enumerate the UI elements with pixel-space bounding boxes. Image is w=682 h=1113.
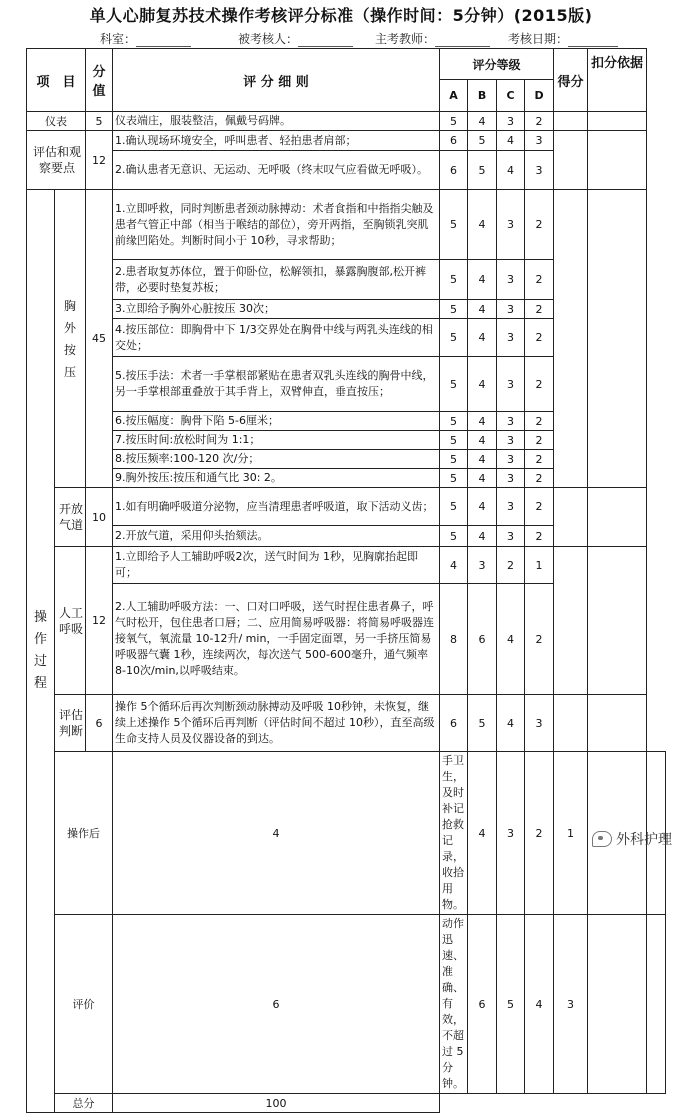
cell-a: 4 (440, 547, 468, 584)
row-text: 1.如有明确呼吸道分泌物，应当清理患者呼吸道，取下活动义齿； (113, 488, 440, 526)
table-row (27, 112, 666, 131)
cell-a: 5 (440, 357, 468, 412)
cell-b: 4 (468, 412, 497, 431)
cell-b: 4 (468, 112, 497, 131)
cell-a: 5 (440, 190, 468, 260)
sub-name (55, 488, 86, 547)
row-text: 9.胸外按压:按压和通气比 30: 2。 (113, 469, 440, 488)
sub-score: 10 (86, 488, 113, 547)
cell-c: 4 (497, 131, 525, 151)
row-score: 6 (113, 915, 440, 1094)
row-text: 1.确认现场环境安全，呼叫患者、轻拍患者肩部； (113, 131, 440, 151)
cell-b: 4 (468, 526, 497, 547)
header-details: 评 分 细 则 (113, 49, 440, 112)
table-row (27, 547, 666, 584)
cell-obtained (554, 190, 588, 488)
cell-obtained (554, 488, 588, 547)
cell-b: 4 (468, 488, 497, 526)
sub-name-text: 开放气道 (58, 502, 83, 532)
cell-c: 2 (497, 547, 525, 584)
cell-b: 6 (468, 584, 497, 695)
cell-c: 3 (497, 526, 525, 547)
meta-examiner-label: 主考教师： (375, 32, 436, 46)
cell-b: 4 (468, 190, 497, 260)
cell-d: 2 (525, 190, 554, 260)
cell-b: 4 (468, 357, 497, 412)
sub-name-text: 人工呼吸 (58, 605, 83, 636)
sub-score: 6 (86, 695, 113, 752)
cell-d: 1 (554, 752, 588, 915)
row-text: 2.患者取复苏体位，置于仰卧位，松解领扣，暴露胸腹部,松开裤带，必要时垫复苏板； (113, 260, 440, 300)
cell-c: 3 (497, 412, 525, 431)
cell-d: 2 (525, 584, 554, 695)
cell-d: 3 (525, 131, 554, 151)
row-score: 4 (113, 752, 440, 915)
cell-d: 1 (525, 547, 554, 584)
watermark-text: 外科护理 (616, 832, 672, 848)
cell-c: 3 (497, 319, 525, 357)
cell-d: 3 (525, 151, 554, 190)
cell-d: 2 (525, 319, 554, 357)
cell-a: 6 (440, 151, 468, 190)
row-name: 总分 (55, 1094, 113, 1113)
table-row (27, 695, 666, 752)
cell-c: 4 (497, 695, 525, 752)
table-row (27, 190, 666, 260)
cell-obtained (554, 547, 588, 695)
cell-obtained (588, 915, 647, 1094)
cell-d: 2 (525, 260, 554, 300)
row-text: 5.按压手法：术者一手掌根部紧贴在患者双乳头连线的胸骨中线，另一手掌根部重叠放于其手背上，双臂伸直，垂直按压； (113, 357, 440, 412)
cell-a: 6 (468, 915, 497, 1094)
meta-date (508, 30, 618, 47)
cell-c: 2 (525, 752, 554, 915)
meta-dept-label: 科室： (100, 32, 137, 46)
sub-name-text: 胸外按压 (63, 298, 76, 379)
section-operation-label: 操作过程 (33, 610, 47, 691)
table-row (27, 752, 666, 915)
row-text: 2.开放气道，采用仰头抬颏法。 (113, 526, 440, 547)
cell-a: 5 (440, 488, 468, 526)
cell-c: 3 (497, 260, 525, 300)
sub-name (55, 547, 86, 695)
watermark (592, 829, 672, 849)
cell-a: 5 (440, 319, 468, 357)
row-text: 2.确认患者无意识、无运动、无呼吸（终末叹气应看做无呼吸）。 (113, 151, 440, 190)
cell-d: 2 (525, 112, 554, 131)
meta-examinee (238, 30, 353, 47)
cell-a: 6 (440, 131, 468, 151)
cell-d: 2 (525, 357, 554, 412)
cell-a: 4 (468, 752, 497, 915)
meta-date-label: 考核日期： (508, 32, 569, 46)
cell-c: 3 (497, 357, 525, 412)
row-text: 3.立即给予胸外心脏按压 30次； (113, 300, 440, 319)
cell-b: 3 (497, 752, 525, 915)
cell-d: 3 (554, 915, 588, 1094)
table-row (27, 915, 666, 1094)
grade-c: C (497, 80, 525, 112)
cell-deduct (588, 547, 647, 695)
cell-a: 5 (440, 431, 468, 450)
sub-score: 12 (86, 547, 113, 695)
score-table (26, 48, 666, 1113)
row-text: 动作迅速、准确、有效，不超过 5分钟。 (440, 915, 468, 1094)
cell-deduct (588, 112, 647, 131)
cell-deduct (647, 915, 666, 1094)
table-row (27, 488, 666, 526)
grade-a: A (440, 80, 468, 112)
cell-a: 5 (440, 112, 468, 131)
row-name (27, 131, 86, 190)
cell-b: 4 (468, 300, 497, 319)
row-text: 7.按压时间:放松时间为 1:1； (113, 431, 440, 450)
cell-c: 3 (497, 450, 525, 469)
row-score: 100 (113, 1094, 440, 1113)
cell-b: 5 (497, 915, 525, 1094)
cell-a: 5 (440, 469, 468, 488)
cell-a: 6 (440, 695, 468, 752)
section-operation (27, 190, 55, 1113)
cell-d: 2 (525, 488, 554, 526)
wechat-icon (592, 831, 612, 847)
cell-a: 5 (440, 300, 468, 319)
row-text: 4.按压部位：即胸骨中下 1/3交界处在胸骨中线与两乳头连线的相交处； (113, 319, 440, 357)
cell-d: 2 (525, 469, 554, 488)
row-text: 6.按压幅度：胸骨下陷 5-6厘米； (113, 412, 440, 431)
cell-b: 4 (468, 450, 497, 469)
cell-b: 4 (468, 431, 497, 450)
meta-examiner-line (435, 34, 490, 47)
cell-d: 2 (525, 300, 554, 319)
cell-c: 3 (497, 112, 525, 131)
cell-c: 4 (525, 915, 554, 1094)
table-row (27, 1094, 666, 1113)
sub-name-text: 评估判断 (58, 708, 83, 738)
sub-score: 45 (86, 190, 113, 488)
cell-c: 3 (497, 190, 525, 260)
cell-d: 2 (525, 526, 554, 547)
header-obtained: 得分 (554, 49, 588, 112)
row-name: 仪表 (27, 112, 86, 131)
row-text: 2.人工辅助呼吸方法：一、口对口呼吸，送气时捏住患者鼻子，呼气时松开，包住患者口唇；二、应用简易呼吸器：将简易呼吸器连接氧气，氧流量 10-12升/ min，一手固定面罩，另一手挤压简易呼吸器气囊 1秒，连续两次，每次送气 500-600毫升，通气频率 8-10次/min,以呼吸结束。 (113, 584, 440, 695)
cell-d: 3 (525, 695, 554, 752)
cell-a: 5 (440, 526, 468, 547)
cell-c: 3 (497, 300, 525, 319)
meta-dept-line (136, 34, 191, 47)
row-score: 5 (86, 112, 113, 131)
cell-b: 4 (468, 319, 497, 357)
sub-name (55, 190, 86, 488)
row-name-text: 评估和观察要点 (32, 145, 81, 175)
cell-b: 5 (468, 151, 497, 190)
cell-a: 5 (440, 450, 468, 469)
cell-d: 2 (525, 450, 554, 469)
header-project: 项 目 (27, 49, 86, 112)
meta-examiner (375, 30, 490, 47)
row-text: 手卫生，及时补记抢救记录，收拾用物。 (440, 752, 468, 915)
cell-deduct (588, 131, 647, 190)
header-deduct: 扣分依据 (588, 49, 647, 112)
cell-b: 4 (468, 260, 497, 300)
cell-c: 3 (497, 431, 525, 450)
cell-a: 5 (440, 260, 468, 300)
grade-d: D (525, 80, 554, 112)
cell-b: 3 (468, 547, 497, 584)
cell-b: 5 (468, 695, 497, 752)
row-text: 仪表端庄，服装整洁，佩戴号码牌。 (113, 112, 440, 131)
row-name: 评价 (55, 915, 113, 1094)
meta-dept (100, 30, 191, 47)
cell-b: 4 (468, 469, 497, 488)
grade-b: B (468, 80, 497, 112)
sub-name (55, 695, 86, 752)
cell-a: 5 (440, 412, 468, 431)
meta-examinee-label: 被考核人： (238, 32, 299, 46)
cell-obtained (554, 112, 588, 131)
cell-obtained (554, 695, 588, 752)
cell-deduct (588, 190, 647, 488)
cell-a: 8 (440, 584, 468, 695)
cell-c: 4 (497, 584, 525, 695)
table-row (27, 131, 666, 151)
cell-deduct (588, 695, 647, 752)
page-title: 单人心肺复苏技术操作考核评分标准（操作时间：5分钟）(2015版) (89, 6, 593, 25)
cell-obtained (554, 131, 588, 190)
cell-c: 3 (497, 469, 525, 488)
row-score: 12 (86, 131, 113, 190)
cell-d: 2 (525, 431, 554, 450)
row-text: 1.立即呼救，同时判断患者颈动脉搏动：术者食指和中指指尖触及患者气管正中部（相当于喉结的部位），旁开两指，至胸锁乳突肌前缘凹陷处。判断时间小于 10秒，寻求帮助； (113, 190, 440, 260)
row-name: 操作后 (55, 752, 113, 915)
meta-examinee-line (298, 34, 353, 47)
row-text: 操作 5个循环后再次判断颈动脉搏动及呼吸 10秒钟，未恢复，继续上述操作 5个循环后再判断（评估时间不超过 10秒），直至高级生命支持人员及仪器设备的到达。 (113, 695, 440, 752)
cell-d: 2 (525, 412, 554, 431)
meta-date-line (568, 34, 618, 47)
header-score: 分值 (86, 49, 113, 112)
cell-c: 4 (497, 151, 525, 190)
row-text: 1.立即给予人工辅助呼吸2次，送气时间为 1秒，见胸廓抬起即可； (113, 547, 440, 584)
header-grade: 评分等级 (440, 49, 554, 80)
cell-b: 5 (468, 131, 497, 151)
row-text: 8.按压频率:100-120 次/分； (113, 450, 440, 469)
header-row (27, 49, 666, 80)
cell-c: 3 (497, 488, 525, 526)
cell-deduct (588, 488, 647, 547)
